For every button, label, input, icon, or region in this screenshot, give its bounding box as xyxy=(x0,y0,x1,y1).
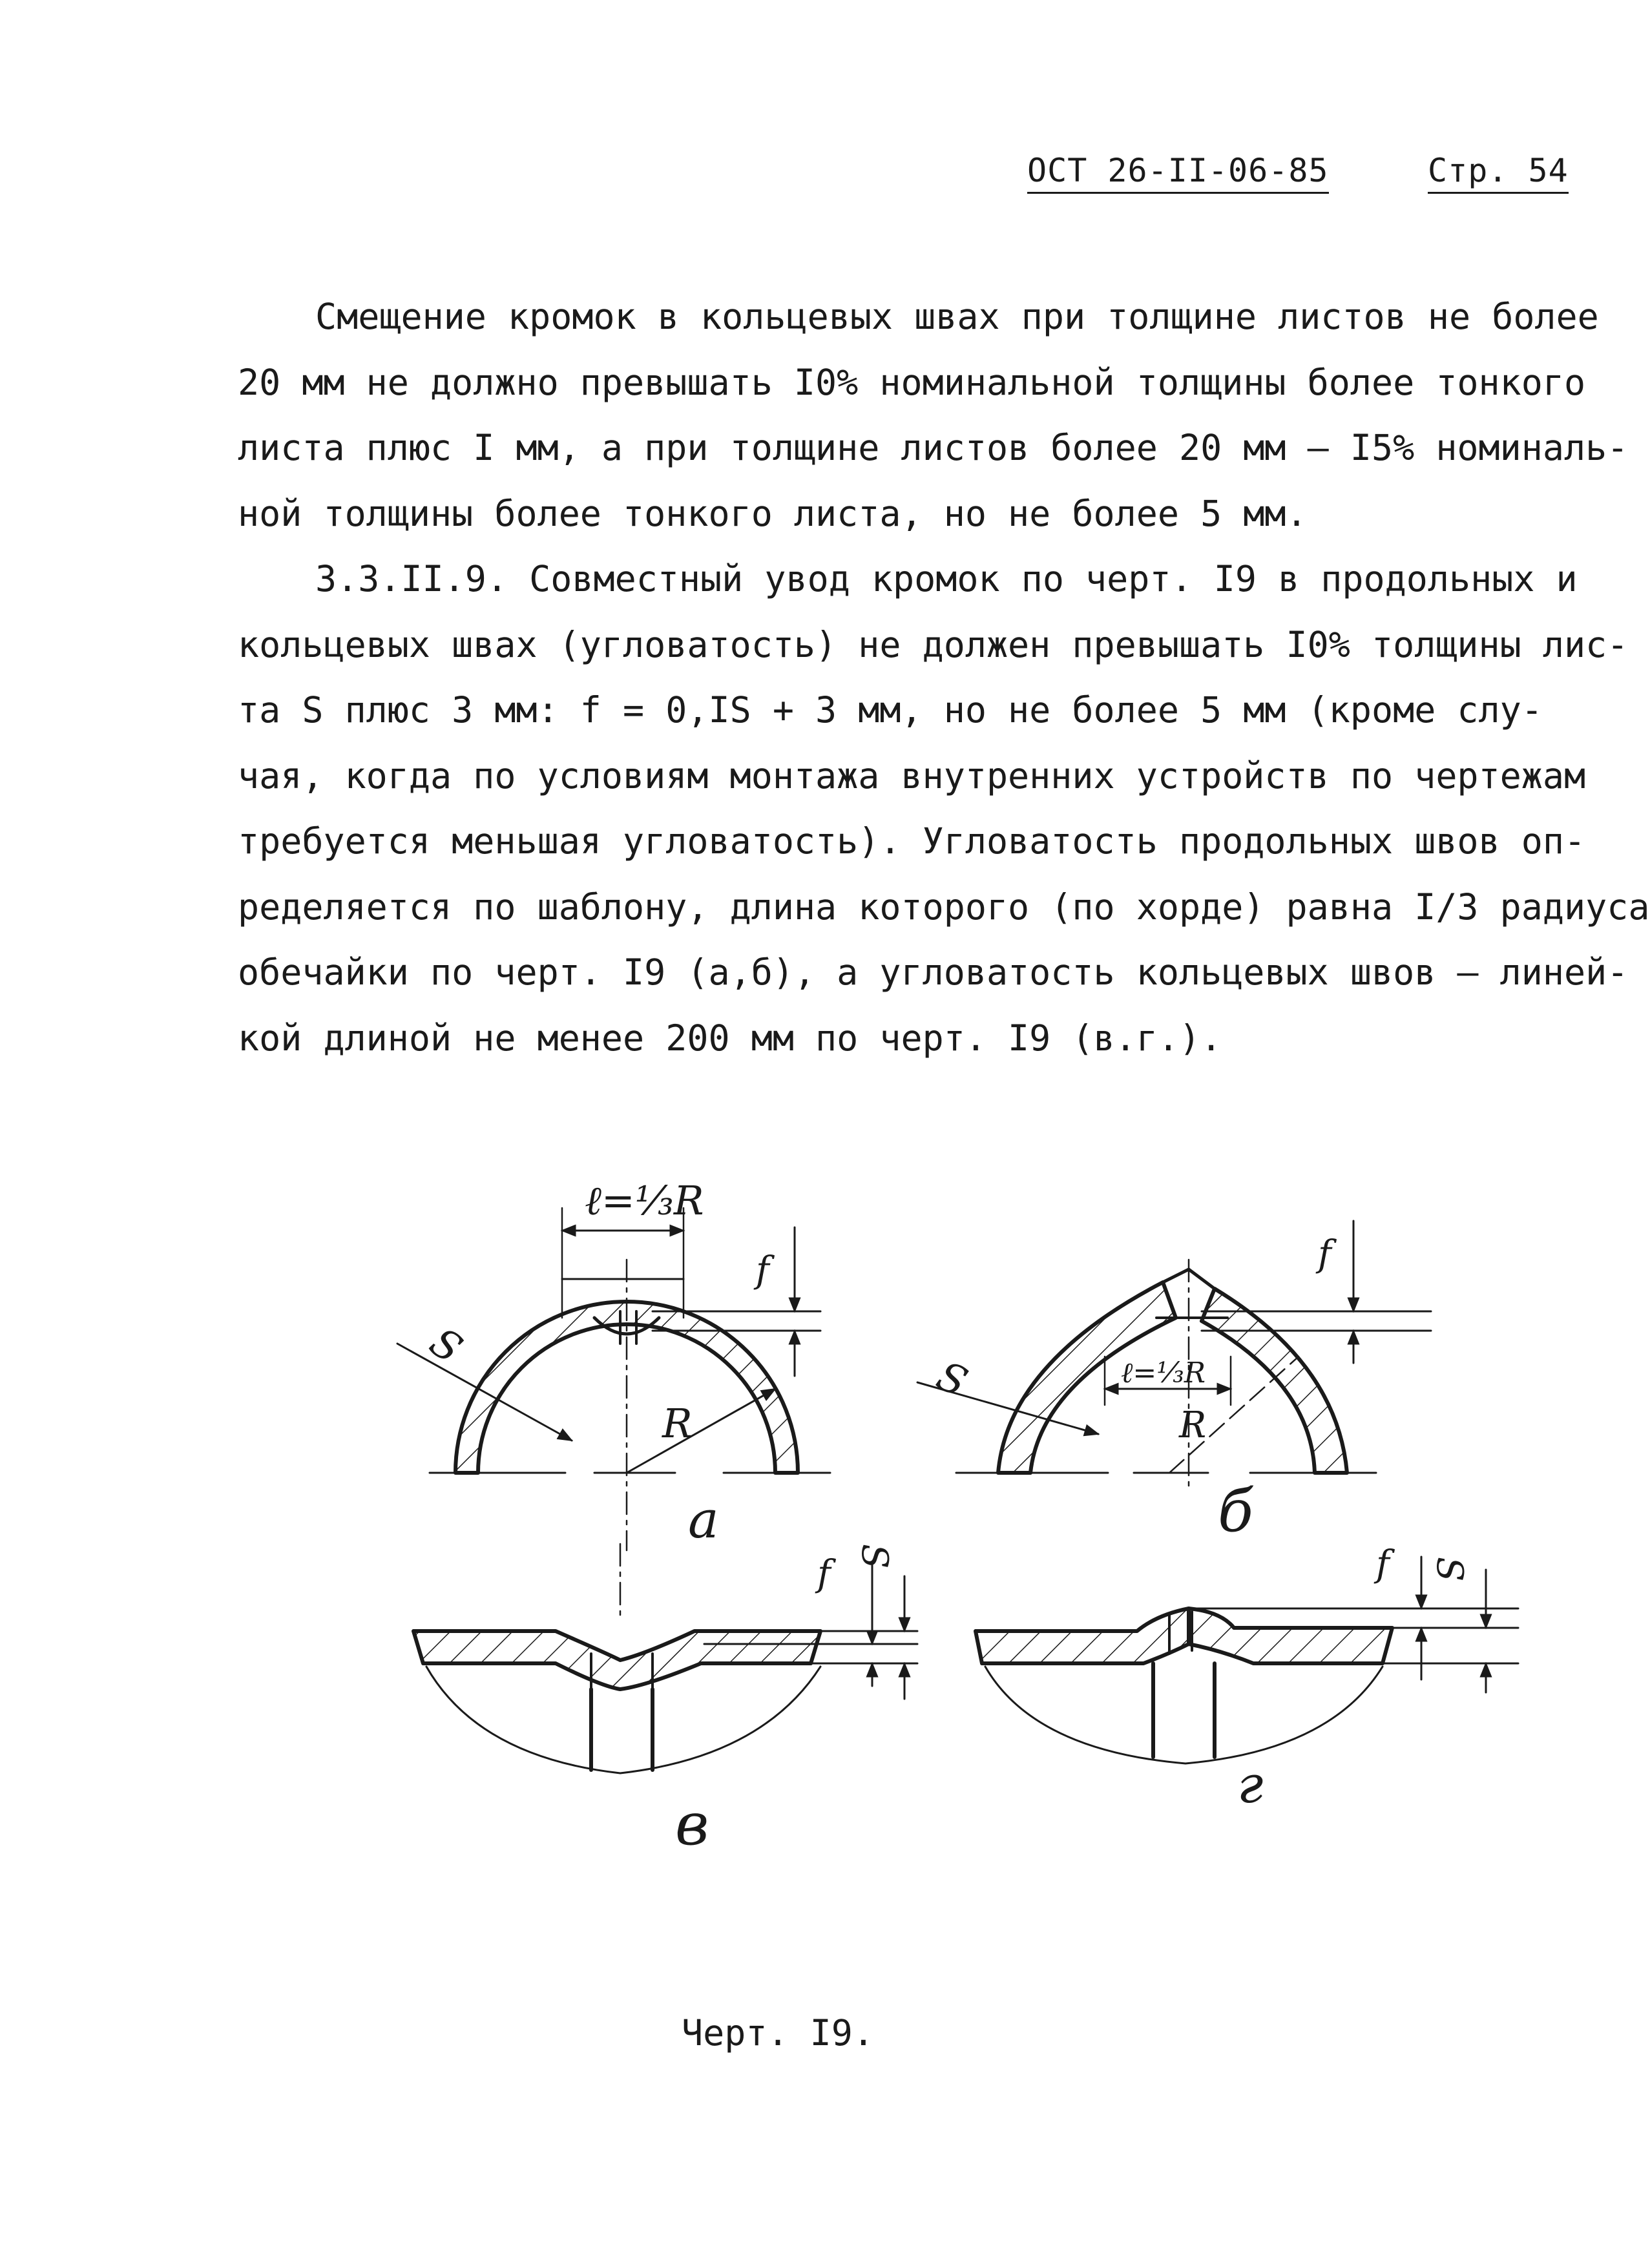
text-line: ределяется по шаблону, длина которого (по хорде) равна I/3 радиуса xyxy=(238,886,1650,928)
figure-label-g: г xyxy=(1237,1754,1264,1815)
figure-label-b: б xyxy=(1218,1477,1253,1545)
text-line: та S плюс 3 мм: f = 0,IS + 3 мм, но не более 5 мм (кроме слу- xyxy=(238,689,1543,731)
text-line: листа плюс I мм, а при толщине листов более 20 мм – I5% номиналь- xyxy=(238,427,1629,468)
text-line: Смещение кромок в кольцевых швах при толщине листов не более xyxy=(315,296,1599,337)
figure-a xyxy=(397,1177,830,1550)
figure-label-a: а xyxy=(688,1490,719,1550)
chord-length-formula-a: ℓ=⅓R xyxy=(585,1177,704,1224)
figure-g xyxy=(976,1543,1518,1815)
text-line: требуется меньшая угловатость). Угловатость продольных швов оп- xyxy=(238,820,1586,862)
text-line: ной толщины более тонкого листа, но не более 5 мм. xyxy=(238,492,1308,534)
thickness-label-b: S xyxy=(930,1351,975,1406)
figure-label-v: в xyxy=(675,1791,709,1858)
standard-number: ОСТ 26-II-06-85 xyxy=(1027,152,1329,194)
figure-v xyxy=(413,1544,917,1858)
text-line: кой длиной не менее 200 мм по черт. I9 (в.г.). xyxy=(238,1017,1222,1059)
deviation-label-a: f xyxy=(756,1249,769,1291)
deviation-label-g: f xyxy=(1376,1543,1390,1585)
text-line: обечайки по черт. I9 (а,б), а угловатость кольцевых швов – линей- xyxy=(238,952,1629,993)
chord-length-formula-b: ℓ=⅓R xyxy=(1121,1357,1206,1389)
deviation-label-b: f xyxy=(1318,1233,1331,1275)
thickness-label-g: S xyxy=(1428,1557,1470,1582)
figure-caption: Черт. I9. xyxy=(682,2012,875,2054)
radius-label-b: R xyxy=(1179,1404,1207,1446)
text-line: кольцевых швах (угловатость) не должен превышать I0% толщины лис- xyxy=(238,623,1629,665)
text-line: чая, когда по условиям монтажа внутренних устройств по чертежам xyxy=(238,754,1586,796)
deviation-label-v: f xyxy=(817,1553,831,1595)
figure-b xyxy=(917,1221,1431,1545)
page-number: 54 xyxy=(1528,152,1569,189)
radius-label-a: R xyxy=(662,1400,693,1447)
text-line: 3.3.II.9. Совместный увод кромок по черт. I9 в продольных и xyxy=(315,558,1578,599)
thickness-label-a: S xyxy=(421,1318,471,1373)
thickness-label-v: S xyxy=(853,1544,895,1569)
text-line: 20 мм не должно превышать I0% номинальной толщины более тонкого xyxy=(238,361,1586,403)
page-label: Стр. xyxy=(1428,152,1509,189)
